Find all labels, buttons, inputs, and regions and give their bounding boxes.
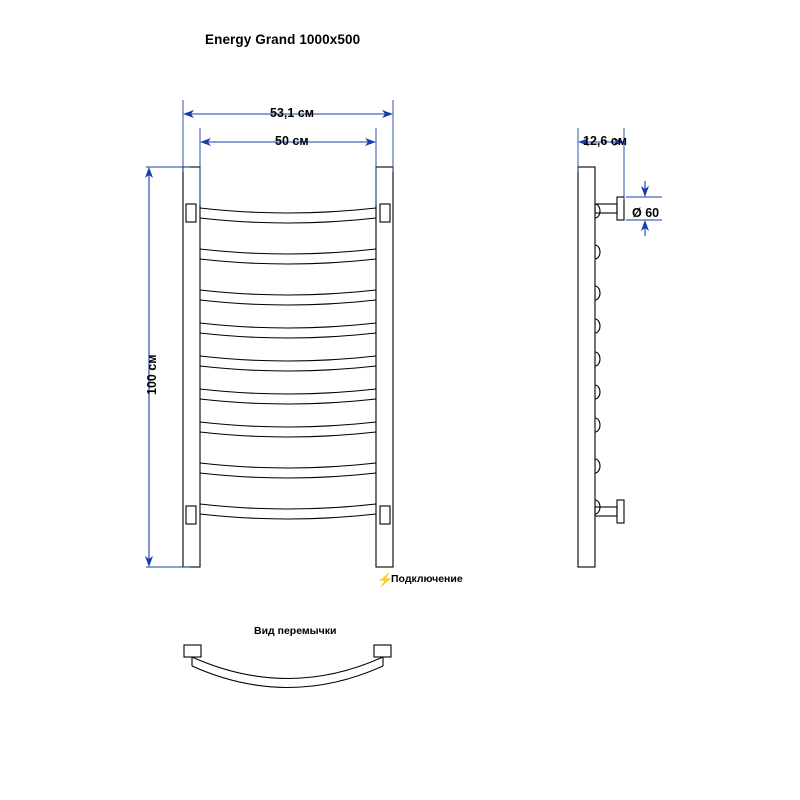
dimension-label-depth: 12,6 см <box>583 134 628 148</box>
dimension-label-overall-width: 53,1 см <box>270 106 315 120</box>
front-view-geometry <box>183 167 393 567</box>
bridge-view-geometry <box>184 645 391 688</box>
side-view-geometry <box>578 167 624 567</box>
front-view-dimension-lines <box>145 110 393 567</box>
rungs <box>200 208 376 519</box>
page-title: Energy Grand 1000x500 <box>205 32 361 47</box>
side-view-dimension-lines <box>578 138 649 236</box>
side-rung-stubs <box>595 204 600 514</box>
dimension-label-diameter: Ø 60 <box>632 206 660 220</box>
dimension-label-inner-width: 50 см <box>275 134 309 148</box>
dimension-label-height: 100 см <box>145 354 159 395</box>
connection-label: Подключение <box>391 573 463 585</box>
bridge-view-caption: Вид перемычки <box>254 625 337 637</box>
lightning-bolt-icon: ⚡ <box>377 572 394 587</box>
